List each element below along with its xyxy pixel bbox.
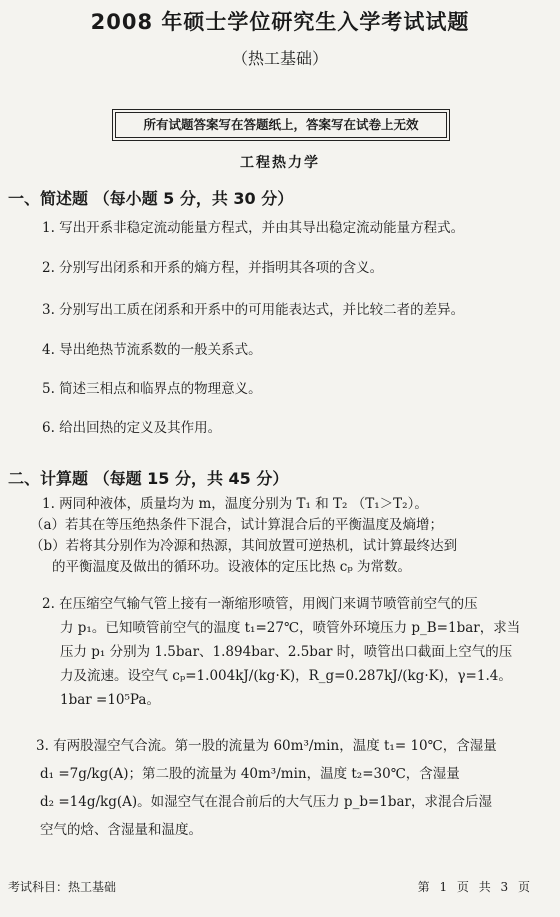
q1-intro: 1. 两同种液体，质量均为 m，温度分别为 T₁ 和 T₂ （T₁＞T₂）。 <box>42 496 428 512</box>
q1-part-b: （b）若将其分别作为冷源和热源，其间放置可逆热机，试计算最终达到 <box>30 538 458 554</box>
q2-line-5: 1bar =10⁵Pa。 <box>60 692 160 708</box>
part1-question-2: 2. 分别写出闭系和开系的熵方程，并指明其各项的含义。 <box>42 260 384 276</box>
section-name: 工程热力学 <box>240 155 320 171</box>
q3-line-1: 3. 有两股湿空气合流。第一股的流量为 60m³/min，温度 t₁= 10℃，含湿量 <box>36 738 497 754</box>
part1-question-1: 1. 写出开系非稳定流动能量方程式，并由其导出稳定流动能量方程式。 <box>42 220 465 236</box>
part1-question-4: 4. 导出绝热节流系数的一般关系式。 <box>42 342 262 358</box>
part2-question-2 <box>42 592 542 712</box>
exam-subtitle: （热工基础） <box>231 49 328 68</box>
part2-question-1 <box>30 494 542 578</box>
q3-line-4: 空气的焓、含湿量和温度。 <box>40 822 202 838</box>
part2-question-3 <box>36 732 536 844</box>
q3-line-3: d₂ =14g/kg(A)。如湿空气在混合前后的大气压力 p_b=1bar，求混合后湿 <box>40 794 492 810</box>
exam-subject-footer: 考试科目：热工基础 <box>8 880 117 894</box>
q2-line-4: 力及流速。设空气 cₚ=1.004kJ/(kg·K)，R_g=0.287kJ/(kg·K)，γ=1.4。 <box>60 668 512 684</box>
q1-part-b-cont: 的平衡温度及做出的循环功。设液体的定压比热 cₚ 为常数。 <box>52 559 412 575</box>
part2-heading: 二、计算题 （每题 15 分，共 45 分） <box>8 469 289 488</box>
q1-part-a: （a）若其在等压绝热条件下混合，试计算混合后的平衡温度及熵增； <box>30 517 444 533</box>
exam-title: 2008 年硕士学位研究生入学考试试题 <box>90 10 470 34</box>
q3-line-2: d₁ =7g/kg(A)；第二股的流量为 40m³/min，温度 t₂=30℃，含湿量 <box>40 766 460 782</box>
answer-notice-box: 所有试题答案写在答题纸上，答案写在试卷上无效 <box>115 112 447 138</box>
q2-line-1: 2. 在压缩空气输气管上接有一渐缩形喷管，用阀门来调节喷管前空气的压 <box>42 596 478 612</box>
page-number-footer: 第 1 页 共 3 页 <box>417 880 530 894</box>
part1-question-6: 6. 给出回热的定义及其作用。 <box>42 420 222 436</box>
q2-line-2: 力 p₁。已知喷管前空气的温度 t₁=27℃，喷管外环境压力 p_B=1bar，求当 <box>60 620 521 636</box>
q2-line-3: 压力 p₁ 分别为 1.5bar、1.894bar、2.5bar 时，喷管出口截面上空气的压 <box>60 644 513 660</box>
part1-question-5: 5. 简述三相点和临界点的物理意义。 <box>42 381 262 397</box>
part1-question-3: 3. 分别写出工质在闭系和开系中的可用能表达式，并比较二者的差异。 <box>42 302 465 318</box>
part1-heading: 一、简述题 （每小题 5 分，共 30 分） <box>8 189 294 208</box>
